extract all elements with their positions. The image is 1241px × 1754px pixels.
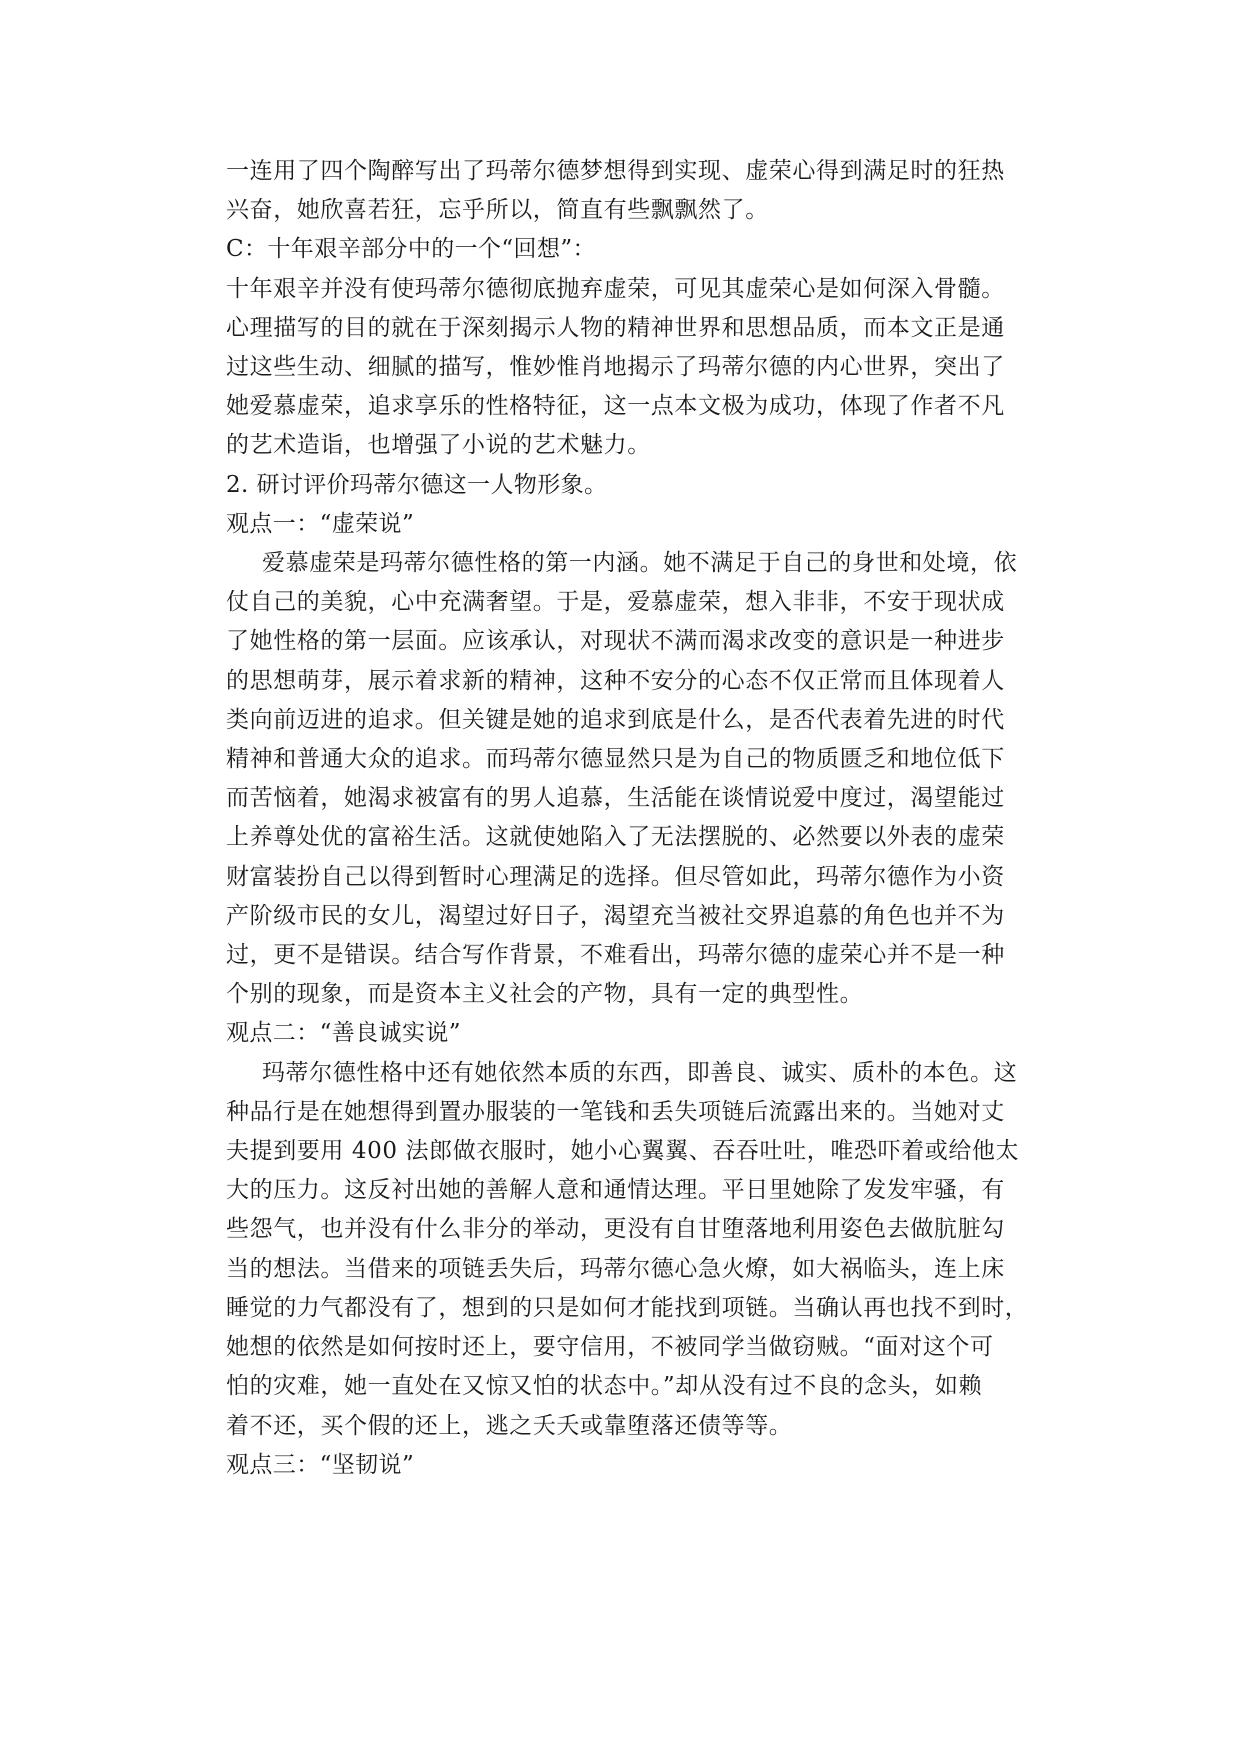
text-line: 仗自己的美貌，心中充满奢望。于是，爱慕虚荣，想入非非，不安于现状成 [226,589,1005,616]
text-line: 上养尊处优的富裕生活。这就使她陷入了无法摆脱的、必然要以外表的虚荣 [226,824,1005,851]
text-line: 过这些生动、细腻的描写，惟妙惟肖地揭示了玛蒂尔德的内心世界，突出了 [226,354,1005,381]
paragraph-first-line: 爱慕虚荣是玛蒂尔德性格的第一内涵。她不满足于自己的身世和处境，依 [262,550,1018,577]
text-line: 夫提到要用 400 法郎做衣服时，她小心翼翼、吞吞吐吐，唯恐吓着或给他太 [226,1138,1020,1165]
viewpoint-heading: 观点一：“虚荣说” [226,510,415,537]
text-line: 当的想法。当借来的项链丢失后，玛蒂尔德心急火燎，如大祸临头，连上床 [226,1255,1005,1282]
text-line: 十年艰辛并没有使玛蒂尔德彻底抛弃虚荣，可见其虚荣心是如何深入骨髓。 [226,275,1005,302]
text-line: 类向前迈进的追求。但关键是她的追求到底是什么，是否代表着先进的时代 [226,706,1005,733]
text-line: 了她性格的第一层面。应该承认，对现状不满而渴求改变的意识是一种进步 [226,628,1005,655]
text-line: 一连用了四个陶醉写出了玛蒂尔德梦想得到实现、虚荣心得到满足时的狂热 [226,158,1005,184]
text-line: 兴奋，她欣喜若狂，忘乎所以，简直有些飘飘然了。 [226,197,769,224]
text-line: 大的压力。这反衬出她的善解人意和通情达理。平日里她除了发发牢骚，有 [226,1177,1005,1204]
text-line: 睡觉的力气都没有了，想到的只是如何才能找到项链。当确认再也找不到时， [226,1294,1029,1321]
text-line: 过，更不是错误。结合写作背景，不难看出，玛蒂尔德的虚荣心并不是一种 [226,942,1005,969]
section-heading: C：十年艰辛部分中的一个“回想”： [226,236,596,263]
text-line: 着不还，买个假的还上，逃之夭夭或靠堕落还债等等。 [226,1412,793,1439]
text-line: 种品行是在她想得到置办服装的一笔钱和丢失项链后流露出来的。当她对丈 [226,1098,1005,1125]
viewpoint-heading: 观点二：“善良诚实说” [226,1020,461,1047]
paragraph-first-line: 玛蒂尔德性格中还有她依然本质的东西，即善良、诚实、质朴的本色。这 [262,1059,1018,1086]
text-line: 个别的现象，而是资本主义社会的产物，具有一定的典型性。 [226,981,864,1008]
text-line: 心理描写的目的就在于深刻揭示人物的精神世界和思想品质，而本文正是通 [226,314,1005,341]
document-page [226,152,1042,1485]
viewpoint-heading: 观点三：“坚韧说” [226,1451,415,1478]
text-line: 怕的灾难，她一直处在又惊又怕的状态中。”却从没有过不良的念头，如赖 [226,1373,983,1400]
text-line: 她爱慕虚荣，追求享乐的性格特征，这一点本文极为成功，体现了作者不凡 [226,393,1005,420]
text-line: 的思想萌芽，展示着求新的精神，这种不安分的心态不仅正常而且体现着人 [226,667,1005,694]
text-line: 产阶级市民的女儿，渴望过好日子，渴望充当被社交界追慕的角色也并不为 [226,902,1005,929]
text-line: 财富装扮自己以得到暂时心理满足的选择。但尽管如此，玛蒂尔德作为小资 [226,863,1005,890]
text-line: 而苦恼着，她渴求被富有的男人追慕，生活能在谈情说爱中度过，渴望能过 [226,785,1005,812]
section-heading: 2. 研讨评价玛蒂尔德这一人物形象。 [226,471,608,498]
text-line: 的艺术造诣，也增强了小说的艺术魅力。 [226,432,651,459]
text-line: 精神和普通大众的追求。而玛蒂尔德显然只是为自己的物质匮乏和地位低下 [226,746,1005,773]
text-line: 些怨气，也并没有什么非分的举动，更没有自甘堕落地利用姿色去做肮脏勾 [226,1216,1005,1243]
text-line: 她想的依然是如何按时还上，要守信用，不被同学当做窃贼。“面对这个可 [226,1334,994,1361]
